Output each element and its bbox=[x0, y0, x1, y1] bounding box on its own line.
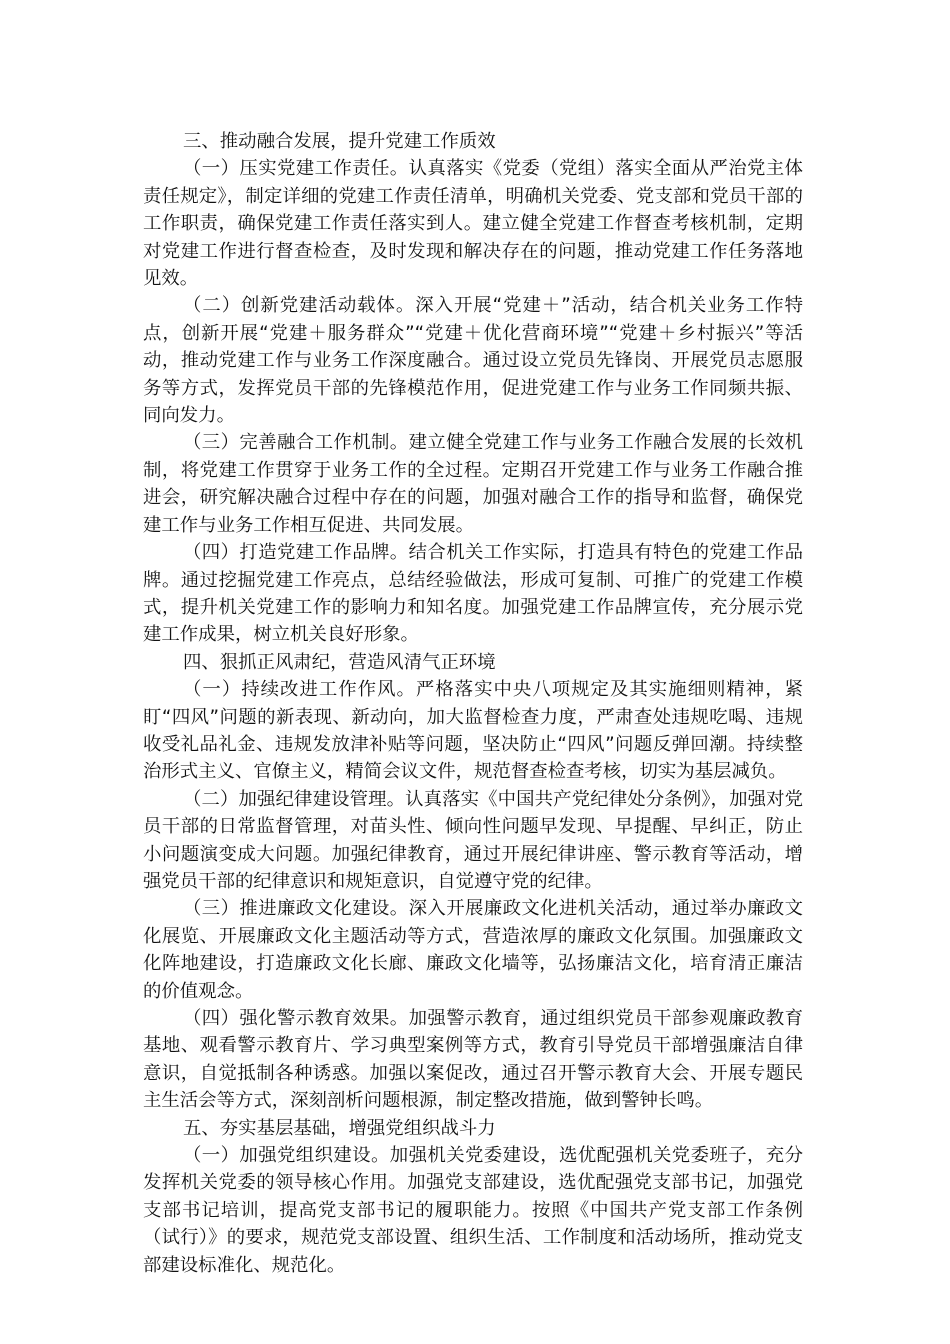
paragraph-3-3: （三）完善融合工作机制。建立健全党建工作与业务工作融合发展的长效机制，将党建工作贯穿于业务工作的全过程。定期召开党建工作与业务工作融合推进会，研究解决融合过程中存在的问题，加强对融合工作的指导和监督，确保党建工作与业务工作相互促进、共同发展。 bbox=[143, 432, 803, 536]
section-heading-4: 四、狠抓正风肃纪，营造风清气正环境 bbox=[183, 651, 496, 673]
paragraph-4-3: （三）推进廉政文化建设。深入开展廉政文化进机关活动，通过举办廉政文化展览、开展廉政文化主题活动等方式，营造浓厚的廉政文化氛围。加强廉政文化阵地建设，打造廉政文化长廊、廉政文化墙等，弘扬廉洁文化，培育清正廉洁的价值观念。 bbox=[143, 898, 803, 1002]
paragraph-5-1: （一）加强党组织建设。加强机关党委建设，选优配强机关党委班子，充分发挥机关党委的领导核心作用。加强党支部建设，选优配强党支部书记，加强党支部书记培训，提高党支部书记的履职能力。按照《中国共产党支部工作条例（试行）》的要求，规范党支部设置、组织生活、工作制度和活动场所，推动党支部建设标准化、规范化。 bbox=[143, 1145, 803, 1276]
section-heading-5: 五、夯实基层基础，增强党组织战斗力 bbox=[183, 1117, 496, 1139]
paragraph-3-2: （二）创新党建活动载体。深入开展“党建＋”活动，结合机关业务工作特点，创新开展“党建＋服务群众”“党建＋优化营商环境”“党建＋乡村振兴”等活动，推动党建工作与业务工作深度融合。通过设立党员先锋岗、开展党员志愿服务等方式，发挥党员干部的先锋模范作用，促进党建工作与业务工作同频共振、同向发力。 bbox=[143, 295, 803, 427]
section-heading-3: 三、推动融合发展，提升党建工作质效 bbox=[183, 131, 496, 152]
paragraph-4-4: （四）强化警示教育效果。加强警示教育，通过组织党员干部参观廉政教育基地、观看警示教育片、学习典型案例等方式，教育引导党员干部增强廉洁自律意识，自觉抵制各种诱惑。加强以案促改，通过召开警示教育大会、开展专题民主生活会等方式，深刻剖析问题根源，制定整改措施，做到警钟长鸣。 bbox=[143, 1008, 803, 1112]
paragraph-3-4: （四）打造党建工作品牌。结合机关工作实际，打造具有特色的党建工作品牌。通过挖掘党建工作亮点，总结经验做法，形成可复制、可推广的党建工作模式，提升机关党建工作的影响力和知名度。加强党建工作品牌宣传，充分展示党建工作成果，树立机关良好形象。 bbox=[143, 542, 803, 646]
paragraph-3-1: （一）压实党建工作责任。认真落实《党委（党组）落实全面从严治党主体责任规定》，制定详细的党建工作责任清单，明确机关党委、党支部和党员干部的工作职责，确保党建工作责任落实到人。建立健全党建工作督查考核机制，定期对党建工作进行督查检查，及时发现和解决存在的问题，推动党建工作任务落地见效。 bbox=[143, 158, 803, 290]
document-page bbox=[143, 128, 803, 1279]
paragraph-4-1: （一）持续改进工作作风。严格落实中央八项规定及其实施细则精神，紧盯“四风”问题的新表现、新动向，加大监督检查力度，严肃查处违规吃喝、违规收受礼品礼金、违规发放津补贴等问题，坚决防止“四风”问题反弹回潮。持续整治形式主义、官僚主义，精简会议文件，规范督查检查考核，切实为基层减负。 bbox=[143, 679, 803, 783]
paragraph-4-2: （二）加强纪律建设管理。认真落实《中国共产党纪律处分条例》，加强对党员干部的日常监督管理，对苗头性、倾向性问题早发现、早提醒、早纠正，防止小问题演变成大问题。加强纪律教育，通过开展纪律讲座、警示教育等活动，增强党员干部的纪律意识和规矩意识，自觉遵守党的纪律。 bbox=[143, 788, 803, 892]
